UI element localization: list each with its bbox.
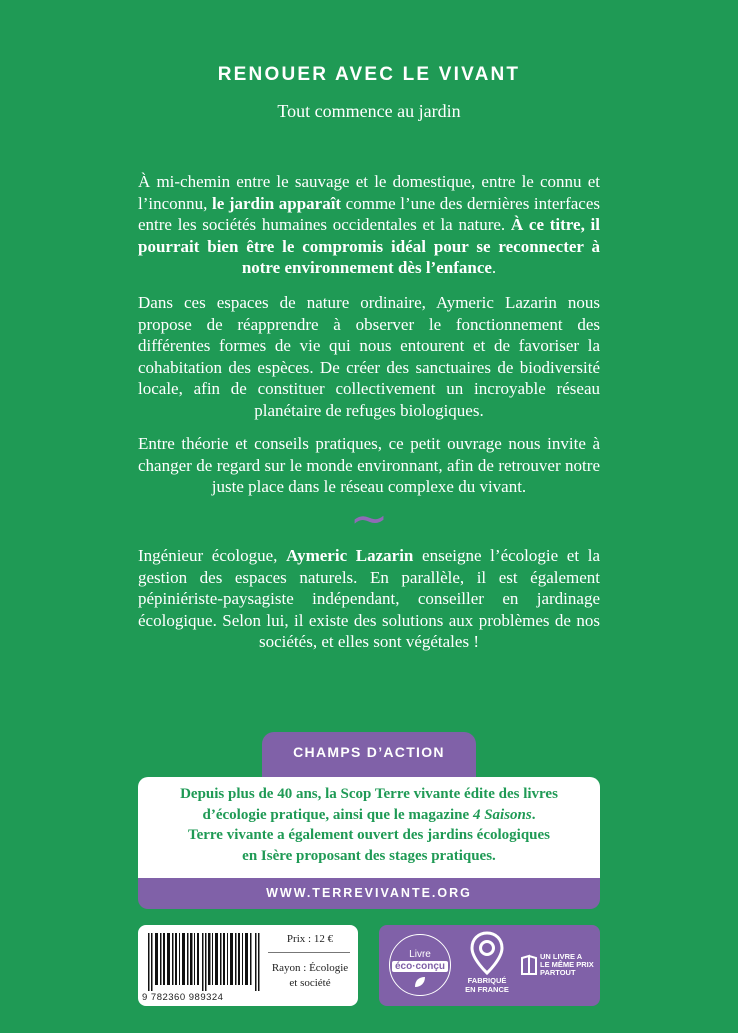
text-run: Ingénieur écologue, — [138, 546, 287, 565]
shelf-category-line-2: et société — [289, 977, 331, 989]
text-run: d’écologie pratique, ainsi que le magazine — [202, 806, 473, 823]
tilde-separator: ~ — [349, 491, 389, 545]
fab-logo-line-1: FABRIQUÉ — [467, 976, 507, 985]
eco-logo-line-1: Livre — [409, 949, 431, 960]
text-run: . — [531, 806, 536, 823]
fixed-price-text — [540, 953, 594, 977]
author-bio — [138, 545, 600, 653]
leaf-icon — [413, 975, 427, 989]
price-label: Prix : 12 € — [286, 933, 334, 945]
publisher-info-box — [138, 777, 600, 878]
prix-line-2: LE MÊME PRIX — [540, 960, 594, 969]
made-in-france-logo — [461, 931, 513, 1001]
bold-text-run: le jardin apparaît — [211, 193, 342, 213]
book-title: RENOUER AVEC LE VIVANT — [217, 64, 521, 85]
text-run: éco·conçu — [392, 961, 448, 972]
text-run: . — [491, 258, 497, 277]
barcode-box — [138, 925, 358, 1006]
eco-design-logo — [389, 934, 451, 996]
publisher-line-3: Terre vivante a également ouvert des jardins écologiques — [187, 827, 551, 843]
intro-paragraph-3: Entre théorie et conseils pratiques, ce petit ouvrage nous invite à changer de regard sur le monde environnant, afin de retrouver notre juste place dans le réseau complexe du vivant. — [138, 434, 600, 496]
divider — [268, 952, 350, 953]
bold-text-run: À ce titre, il pourrait bien être le compromis idéal pour se reconnecter à notre environnement dès l’enfance — [138, 215, 600, 277]
text-run: enseigne l’écologie et la gestion des espaces naturels. En parallèle, il est également pépiniériste-paysagiste indépendant, conseiller en jardinage écologique. Selon lui, il existe des solutions aux problèmes de nos sociétés, et elles sont végétales ! — [138, 546, 601, 651]
publisher-line-1: Depuis plus de 40 ans, la Scop Terre vivante édite des livres — [180, 786, 558, 802]
certification-logos — [379, 925, 600, 1006]
text-run: comme l’une des dernières interfaces entre les sociétés humaines occidentales et la nature. — [138, 193, 600, 234]
text-run: À mi-chemin entre le sauvage et le domestique, entre le connu et l’inconnu, — [138, 172, 600, 213]
location-pin-icon — [470, 931, 504, 975]
intro-paragraph-2: Dans ces espaces de nature ordinaire, Aymeric Lazarin nous propose de réapprendre à observer le fonctionnement des différentes formes de vie qui nous entourent et de favoriser la cohabitation des espèces. De créer des sanctuaires de biodiversité locale, afin de constituer collectivement un incroyable réseau planétaire de refuges biologiques. — [138, 293, 600, 420]
intro-paragraph-1 — [138, 171, 600, 279]
book-subtitle: Tout commence au jardin — [277, 101, 461, 121]
fab-logo-line-2: EN FRANCE — [465, 984, 509, 994]
barcode-icon — [148, 933, 260, 991]
fixed-price-logo — [520, 953, 596, 979]
book-icon — [520, 954, 538, 976]
prix-line-3: PARTOUT — [540, 968, 576, 977]
author-name: Aymeric Lazarin — [286, 546, 414, 565]
publisher-line-2 — [138, 805, 600, 826]
collection-tab: CHAMPS D’ACTION — [262, 732, 476, 778]
shelf-category-line-1: Rayon : Écologie — [271, 962, 349, 974]
website-url[interactable]: WWW.TERREVIVANTE.ORG — [138, 878, 600, 909]
isbn-number: 9 782360 989324 — [142, 992, 224, 1003]
prix-line-1: UN LIVRE A — [540, 952, 583, 961]
publisher-line-4: en Isère proposant des stages pratiques. — [242, 847, 496, 864]
eco-logo-line-2 — [390, 961, 450, 972]
shelf-category — [266, 961, 354, 991]
magazine-name: 4 Saisons — [472, 806, 532, 823]
